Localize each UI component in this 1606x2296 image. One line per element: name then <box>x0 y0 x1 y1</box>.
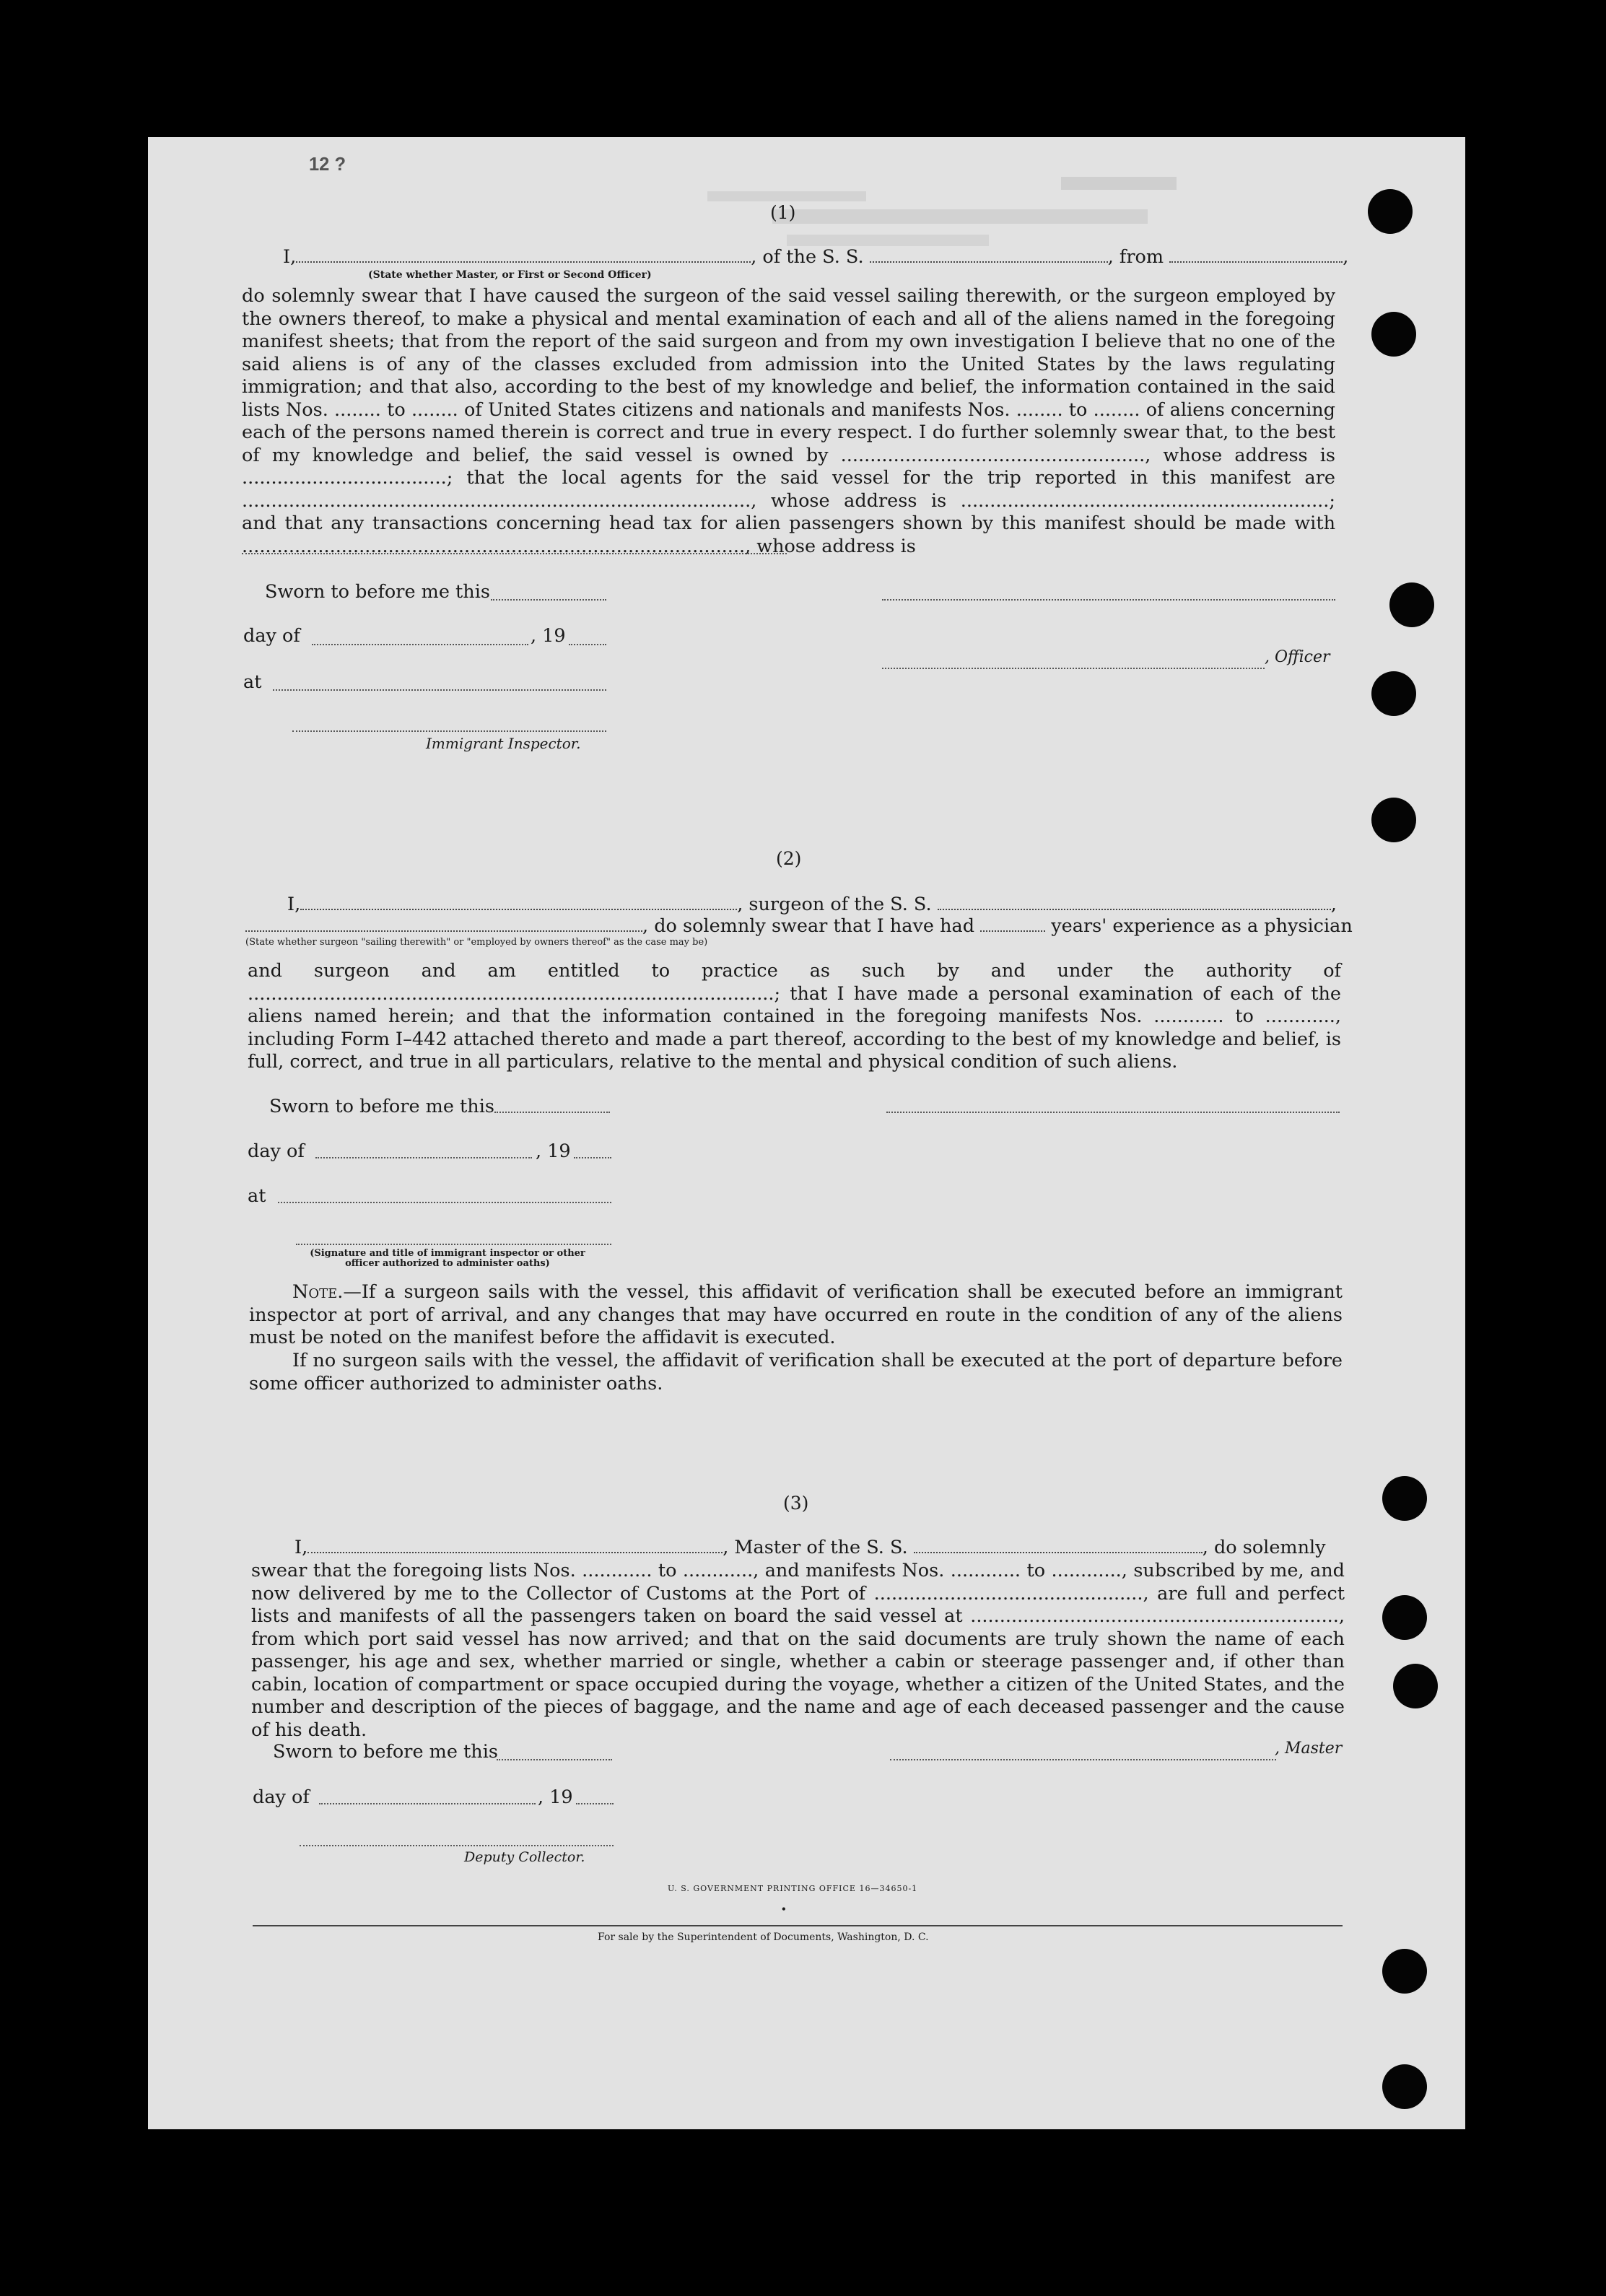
year-label: , 19 <box>531 625 566 647</box>
binder-hole <box>1393 1664 1438 1708</box>
year-field[interactable] <box>574 1157 611 1158</box>
binder-hole <box>1371 312 1416 357</box>
month-field[interactable] <box>319 1803 536 1804</box>
surgeon-signature-line[interactable] <box>886 1112 1340 1113</box>
for-sale-note: For sale by the Superintendent of Documents, Washington, D. C. <box>598 1931 929 1943</box>
inspector-signature-line[interactable] <box>296 1244 611 1245</box>
day-of-label: day of <box>243 625 300 647</box>
officer-signature-line-2[interactable] <box>882 668 1265 669</box>
printing-office: U. S. GOVERNMENT PRINTING OFFICE 16—34650-1 <box>668 1884 918 1893</box>
at-label: at <box>243 671 262 693</box>
sworn-label: Sworn to before me this <box>273 1741 498 1763</box>
day-of-label: day of <box>253 1786 310 1808</box>
margin-mark: 12 ? <box>309 154 346 175</box>
blank-line[interactable] <box>242 553 787 554</box>
binder-hole <box>1382 1476 1427 1521</box>
bleed-through-mark <box>772 209 1148 224</box>
date-field[interactable] <box>497 1759 612 1760</box>
section3-line1: I, , Master of the S. S. , do solemnly <box>294 1537 1326 1558</box>
signer-label: Immigrant Inspector. <box>426 735 581 752</box>
surgeon-note-2: If no surgeon sails with the vessel, the affidavit of verification shall be executed at the port of departure before some officer authorized to administer oaths. <box>249 1350 1343 1394</box>
officer-signature-line-1[interactable] <box>882 599 1335 601</box>
bleed-through-mark <box>787 235 989 246</box>
binder-hole <box>1382 1595 1427 1640</box>
binder-hole <box>1371 671 1416 716</box>
sworn-label: Sworn to before me this <box>269 1096 494 1117</box>
section2-affidavit-text: and surgeon and am entitled to practice as such by and under the authority of ..........................................................................................; that I have made a personal examination of each of the aliens named herein; and that the information contained in the foregoing manifests Nos. ............ to ............, including Form I–442 attached thereto and made a part thereof, according to the best of my knowledge and belief, is full, correct, and true in all particulars, relative to the mental and physical condition of such aliens. <box>248 960 1341 1073</box>
field-note: (State whether surgeon "sailing therewith" or "employed by owners thereof" as the case may be) <box>245 937 708 948</box>
month-field[interactable] <box>312 644 528 645</box>
binder-hole <box>1371 798 1416 842</box>
binder-hole <box>1382 2064 1427 2109</box>
footer-rule <box>253 1925 1343 1926</box>
signer-label: Deputy Collector. <box>464 1849 585 1865</box>
place-field[interactable] <box>273 689 606 691</box>
master-signature-line[interactable] <box>890 1759 1276 1760</box>
bleed-through-mark <box>707 191 866 201</box>
officer-label: , Officer <box>1265 648 1330 666</box>
section1-affidavit-text: do solemnly swear that I have caused the surgeon of the said vessel sailing therewith, or the surgeon employed by the owners thereof, to make a physical and mental examination of each and all of the aliens named in the foregoing manifest sheets; that from the report of the said surgeon and from my own investigation I believe that no one of the said aliens is of any of the classes excluded from admission into the United States by the laws regulating immigration; and that also, according to the best of my knowledge and belief, the information contained in the said lists Nos. ........ to ........ of United States citizens and nationals and manifests Nos. ........ to ........ of aliens concerning each of the persons named therein is correct and true in every respect. I do further solemnly swear that, to the best of my knowledge and belief, the said vessel is owned by ...................................................., whose address is ...................................; that the local agents for the said vessel for the trip reported in this manifest are ......................................................................................., whose address is ...............................................................; and that any transactions concerning head tax for alien passengers shown by this manifest should be made with ......................................................................................, whose address is <box>242 285 1335 557</box>
sworn-label: Sworn to before me this <box>265 581 490 603</box>
date-field[interactable] <box>491 599 606 601</box>
day-of-label: day of <box>248 1140 305 1162</box>
year-field[interactable] <box>569 644 606 645</box>
bleed-through-mark <box>1061 177 1177 190</box>
field-note: (State whether Master, or First or Second Officer) <box>368 269 652 281</box>
at-label: at <box>248 1185 266 1207</box>
surgeon-note: Note.—If a surgeon sails with the vessel, this affidavit of verification shall be executed before an immigrant inspector at port of arrival, and any changes that may have occurred en route in the condition of any of the aliens must be noted on the manifest before the affidavit is executed. <box>249 1281 1343 1348</box>
bullet-mark: • <box>781 1904 787 1914</box>
month-field[interactable] <box>315 1157 532 1158</box>
place-field[interactable] <box>278 1202 611 1203</box>
inspector-signature-line[interactable] <box>292 730 606 732</box>
binder-hole <box>1389 582 1434 627</box>
section-number: (1) <box>770 202 796 223</box>
section2-line1: I, , surgeon of the S. S. , <box>287 894 1337 915</box>
date-field[interactable] <box>494 1112 610 1113</box>
section-number: (3) <box>783 1493 809 1514</box>
year-label: , 19 <box>536 1140 571 1162</box>
year-label: , 19 <box>538 1786 573 1808</box>
section-number: (2) <box>776 848 802 869</box>
section1-line1: I, , of the S. S. , from , <box>283 246 1349 268</box>
binder-hole <box>1382 1949 1427 1994</box>
section2-line2: , do solemnly swear that I have had years' experience as a physician <box>245 915 1353 938</box>
binder-hole <box>1368 189 1413 234</box>
year-field[interactable] <box>576 1803 614 1804</box>
section3-affidavit-text: swear that the foregoing lists Nos. ............ to ............, and manifests Nos. ............ to ............, subscribed by me, and now delivered by me to the Collector of Customs at the Port of .............................................., are full and perfect lists and manifests of all the passengers taken on board the said vessel at ..............................................................., from which port said vessel has now arrived; and that on the said documents are truly shown the name of each passenger, his age and sex, whether married or single, whether a cabin or steerage passenger and, if other than cabin, location of compartment or space occupied during the voyage, whether a citizen of the United States, and the number and description of the pieces of baggage, and the name and age of each deceased passenger and the cause of his death. <box>251 1560 1345 1741</box>
collector-signature-line[interactable] <box>300 1845 614 1846</box>
master-label: , Master <box>1275 1740 1343 1758</box>
signer-note: (Signature and title of immigrant inspector or other officer authorized to administer oaths) <box>310 1248 585 1269</box>
